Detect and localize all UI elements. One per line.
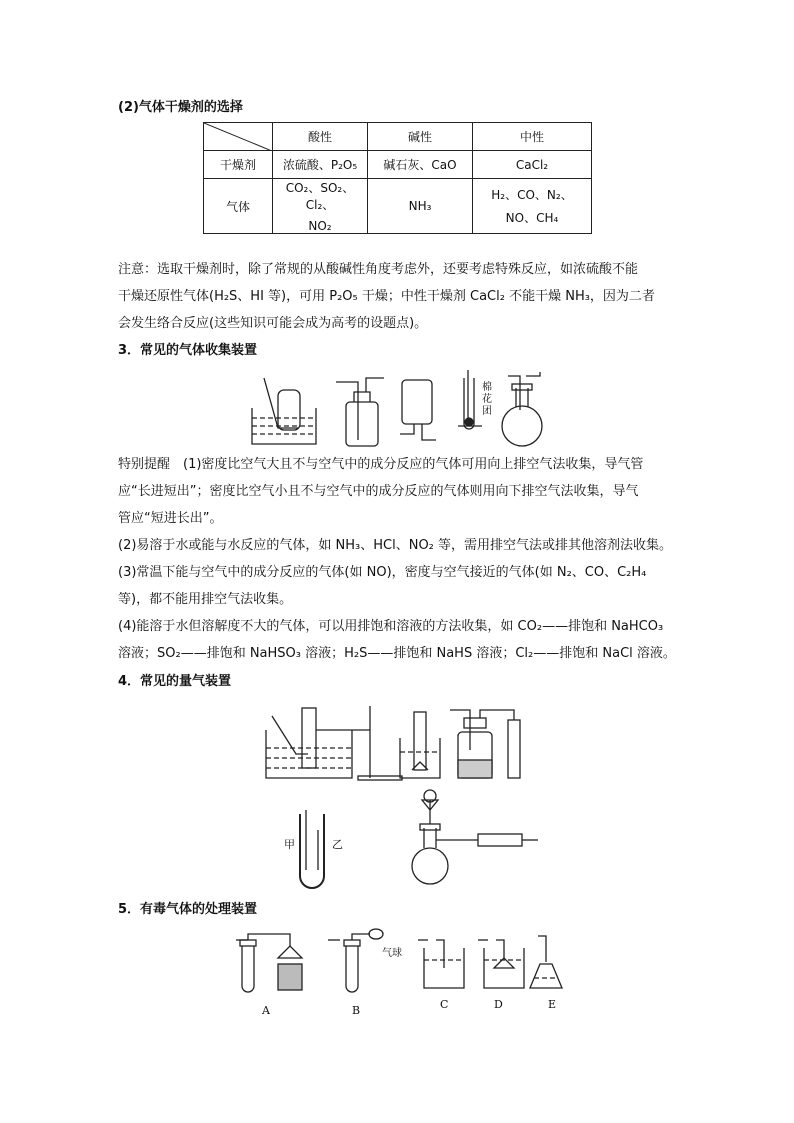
label-e: E [548, 998, 557, 1011]
cell-desiccant-acidic: 浓硫酸、P₂O₅ [273, 151, 368, 179]
label-b: B [352, 1004, 361, 1017]
treatment-apparatus-drawing [232, 924, 572, 998]
header-acidic: 酸性 [273, 123, 368, 151]
note-line-3: 会发生络合反应(这些知识可能会成为高考的设题点)。 [118, 316, 428, 331]
reminder-line-8: 溶液；SO₂——排饱和 NaHSO₃ 溶液；H₂S——排饱和 NaHS 溶液；Cl₂——排饱和 NaCl 溶液。 [118, 646, 676, 661]
cell-desiccant-neutral: CaCl₂ [473, 151, 592, 179]
reminder-line-7: (4)能溶于水但溶解度不大的气体，可以用排饱和溶液的方法收集，如 CO₂——排饱和 NaHCO₃ [118, 619, 664, 634]
label-yi: 乙 [332, 838, 343, 851]
reminder-line-4: (2)易溶于水或能与水反应的气体，如 NH₃、HCl、NO₂ 等，需用排空气法或排其他溶剂法收集。 [118, 538, 673, 553]
reminder-line-6: 等)，都不能用排空气法收集。 [118, 592, 293, 607]
section4-title: 4．常见的量气装置 [118, 674, 232, 689]
cell-gas-acidic-line2: NO₂ [308, 219, 332, 233]
header-basic: 碱性 [368, 123, 473, 151]
row-desiccant-label: 干燥剂 [204, 151, 273, 179]
cell-gas-neutral-line2: NO、CH₄ [505, 211, 559, 225]
cell-desiccant-basic: 碱石灰、CaO [368, 151, 473, 179]
gas-measuring-figure [262, 700, 542, 890]
row-gas-label: 气体 [204, 179, 273, 234]
section2-title: (2)气体干燥剂的选择 [118, 100, 243, 115]
table-corner-cell [204, 123, 273, 151]
measuring-apparatus-drawing [262, 700, 542, 890]
cell-gas-neutral [473, 179, 592, 234]
reminder-line-2: 应“长进短出”；密度比空气小且不与空气中的成分反应的气体则用向下排空气法收集，导气 [118, 484, 639, 499]
reminder-line-1: 特别提醒 (1)密度比空气大且不与空气中的成分反应的气体可用向上排空气法收集，导气管 [118, 457, 644, 472]
toxic-gas-treatment-figure [232, 924, 572, 1017]
label-a: A [262, 1004, 270, 1017]
desiccant-table [203, 122, 592, 234]
cell-gas-neutral-line1: H₂、CO、N₂、 [491, 188, 573, 202]
note-line-2: 干燥还原性气体(H₂S、HI 等)，可用 P₂O₅ 干燥；中性干燥剂 CaCl₂ 不能干燥 NH₃，因为二者 [118, 289, 655, 304]
header-neutral: 中性 [473, 123, 592, 151]
cotton-label: 棉花团 [482, 382, 492, 417]
note-line-1: 注意：选取干燥剂时，除了常规的从酸碱性角度考虑外，还要考虑特殊反应，如浓硫酸不能 [118, 262, 639, 277]
gas-collection-figure [250, 370, 550, 450]
diagonal-line [204, 123, 272, 151]
label-jia: 甲 [284, 838, 295, 851]
balloon-label: 气球 [382, 948, 402, 959]
cell-gas-acidic [273, 179, 368, 234]
label-d: D [494, 998, 503, 1011]
label-c: C [440, 998, 449, 1011]
collection-apparatus-drawing [250, 370, 550, 450]
cell-gas-basic: NH₃ [368, 179, 473, 234]
reminder-line-5: (3)常温下能与空气中的成分反应的气体(如 NO)，密度与空气接近的气体(如 N₂、CO、C₂H₄ [118, 565, 647, 580]
reminder-line-3: 管应“短进长出”。 [118, 511, 223, 526]
section5-title: 5．有毒气体的处理装置 [118, 902, 258, 917]
cell-gas-acidic-line1: CO₂、SO₂、Cl₂、 [285, 181, 355, 212]
section3-title: 3．常见的气体收集装置 [118, 343, 258, 358]
